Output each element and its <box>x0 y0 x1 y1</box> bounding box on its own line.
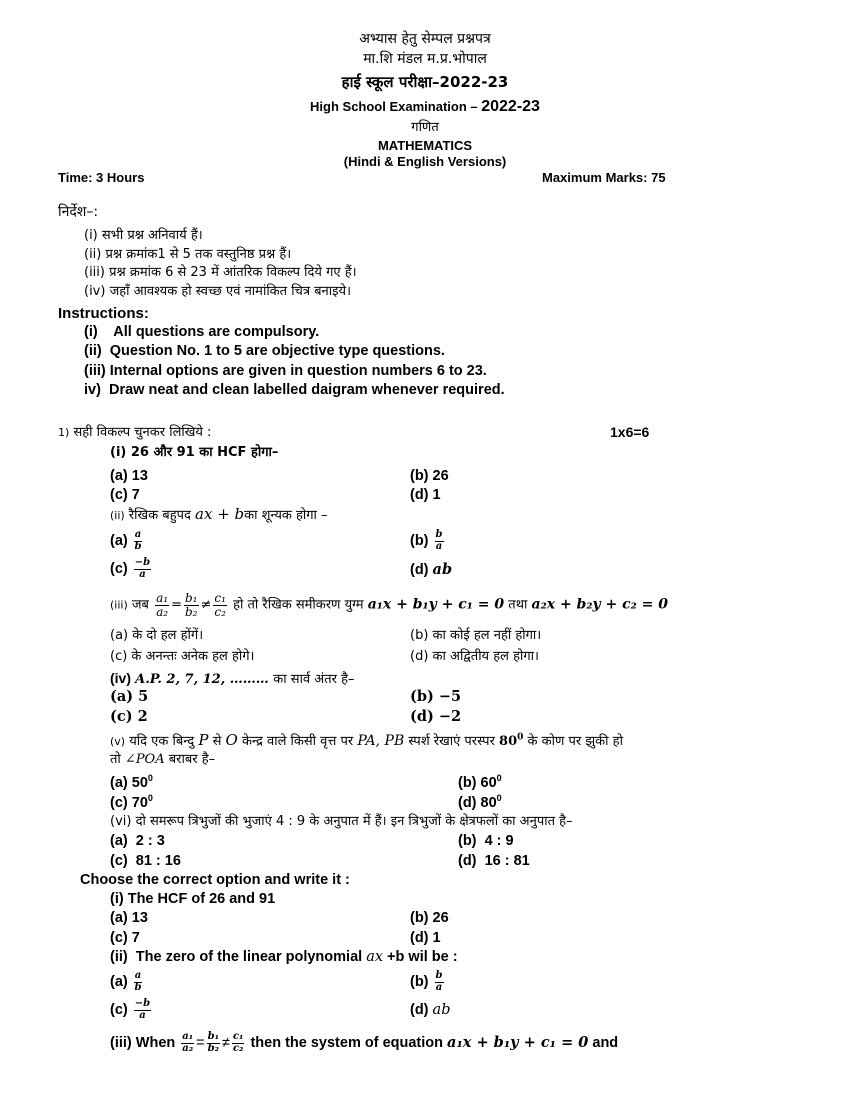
q-text: +b wil be : <box>383 949 458 965</box>
option-label: (a) <box>110 532 128 549</box>
denominator: b <box>134 981 142 993</box>
option-b: (b) 4 : 9 <box>458 833 514 849</box>
option-label: (a) <box>110 973 128 990</box>
degree: 0 <box>147 773 153 783</box>
english-question-title: Choose the correct option and write it : <box>80 872 350 888</box>
question-1-title <box>58 426 211 439</box>
hindi-q-iii <box>110 592 668 618</box>
option-label: (b) <box>410 532 429 549</box>
option-a: (a) 13 <box>110 468 148 484</box>
denominator: b <box>134 540 142 552</box>
exam-year: 2022-23 <box>481 98 540 115</box>
option-b: (b) 26 <box>410 468 449 484</box>
option-c: (c) 2 <box>110 708 148 725</box>
option-b <box>410 971 446 993</box>
numerator: b₁ <box>207 1031 219 1042</box>
option-c <box>110 999 153 1021</box>
option-d <box>410 1003 450 1018</box>
q-label: (ii) <box>110 509 125 522</box>
numerator: c₁ <box>214 591 226 605</box>
header-line-1: अभ्यास हेतु सेम्पल प्रश्नपत्र <box>359 31 491 47</box>
numerator: b <box>435 529 443 540</box>
numerator: −b <box>134 998 151 1009</box>
q-math: ∠POA <box>124 752 165 767</box>
instructions-english-title: Instructions: <box>58 305 149 322</box>
english-q-iii <box>110 1032 618 1054</box>
fraction <box>134 530 142 552</box>
q-label: (iii) When <box>110 1034 176 1051</box>
not-equal-sign: ≠ <box>221 1034 230 1051</box>
option-label: (c) <box>110 1001 128 1018</box>
option-text: (c) 70 <box>110 794 148 811</box>
not-equal-sign: ≠ <box>200 597 212 613</box>
hindi-q-v-line-2 <box>110 753 215 766</box>
q-text: रैखिक बहुपद <box>128 508 191 523</box>
q-math: PA, PB <box>357 733 405 749</box>
numerator: a₁ <box>182 1031 194 1042</box>
maximum-marks: Maximum Marks: 75 <box>542 170 666 185</box>
fraction <box>213 592 227 618</box>
equation-1: a₁x + b₁y + c₁ = 0 <box>447 1033 589 1051</box>
instruction-english-item: iv) Draw neat and clean labelled daigram whenever required. <box>84 382 505 398</box>
q-text: का शून्यक होगा – <box>244 508 328 523</box>
option-a <box>110 971 144 993</box>
fraction <box>435 971 444 993</box>
numerator: −b <box>134 557 151 568</box>
numerator: b <box>435 970 443 981</box>
hindi-q-v-line-1 <box>110 733 623 748</box>
english-q-ii <box>110 950 458 965</box>
denominator: c₂ <box>214 604 226 619</box>
q-text: स्पर्श रेखाएं परस्पर <box>408 734 495 749</box>
q-text: से <box>212 734 222 749</box>
fraction <box>184 592 199 618</box>
numerator: a <box>134 529 142 540</box>
denominator: a <box>139 568 146 580</box>
fraction <box>435 530 444 552</box>
q-text: then the system of equation <box>250 1034 444 1051</box>
option-a <box>110 530 144 552</box>
denominator: a <box>435 540 443 552</box>
versions-note: (Hindi & English Versions) <box>343 154 507 169</box>
q-math: A.P. 2, 7, 12, ……… <box>135 672 274 687</box>
q-text: जब <box>131 597 149 613</box>
q-text: and <box>592 1034 619 1051</box>
option-b <box>410 530 446 552</box>
q-text: का सार्व अंतर है– <box>273 672 355 687</box>
option-c <box>110 558 153 580</box>
header-line-3: हाई स्कूल परीक्षा–2022-23 <box>341 73 509 91</box>
q-math: 80 <box>499 734 518 749</box>
english-q-i: (i) The HCF of 26 and 91 <box>110 891 276 907</box>
fraction <box>207 1032 220 1054</box>
option-c: (c) 7 <box>110 930 140 946</box>
fraction <box>232 1032 244 1054</box>
instruction-hindi-item: (ii) प्रश्न क्रमांक1 से 5 तक वस्तुनिष्ठ प्रश्न हैं। <box>84 247 292 262</box>
numerator: a₁ <box>156 591 169 605</box>
time-allowed: Time: 3 Hours <box>58 170 145 185</box>
option-d: (d) 1 <box>410 487 441 503</box>
option-d <box>410 563 452 578</box>
denominator: c₂ <box>232 1042 244 1054</box>
subject-english: MATHEMATICS <box>377 138 473 153</box>
subject-hindi: गणित <box>411 120 439 135</box>
equals-sign: = <box>171 597 182 613</box>
option-b <box>458 774 502 790</box>
instruction-english-item: (iii) Internal options are given in question numbers 6 to 23. <box>84 363 487 379</box>
denominator: a <box>139 1009 146 1021</box>
degree: 0 <box>496 773 502 783</box>
option-label: (c) <box>110 560 128 577</box>
option-math: ab <box>432 1002 451 1018</box>
equation-2: a₂x + b₂y + c₂ = 0 <box>531 596 668 613</box>
option-b: (b) 26 <box>410 910 449 926</box>
question-instruction: सही विकल्प चुनकर लिखिये : <box>73 425 212 440</box>
denominator: a₂ <box>182 1042 194 1054</box>
q-text: के कोण पर झुकी हो <box>523 734 623 749</box>
option-d <box>458 794 502 810</box>
option-d: (d) 1 <box>410 930 441 946</box>
fraction <box>134 558 151 580</box>
instruction-english-item: (ii) Question No. 1 to 5 are objective type questions. <box>84 343 445 359</box>
fraction <box>134 999 151 1021</box>
q-text: तो <box>110 752 121 767</box>
numerator: c₁ <box>232 1031 244 1042</box>
option-math: ab <box>432 561 453 578</box>
equation-1: a₁x + b₁y + c₁ = 0 <box>367 596 505 613</box>
numerator: b₁ <box>185 591 198 605</box>
instructions-hindi-title: निर्देश–: <box>58 204 99 220</box>
q-math: P <box>198 731 209 749</box>
option-text: (a) 50 <box>110 774 148 791</box>
q-label: (v) <box>110 735 126 748</box>
option-b: (b) −5 <box>410 688 462 705</box>
question-number: 1) <box>58 426 70 439</box>
option-a: (a) 13 <box>110 910 148 926</box>
degree: 0 <box>147 793 153 803</box>
exam-label: High School Examination – <box>310 99 482 114</box>
q-label: (iv) <box>110 670 131 686</box>
instruction-hindi-item: (iii) प्रश्न क्रमांक 6 से 23 में आंतरिक विकल्प दिये गए हैं। <box>84 265 357 280</box>
instruction-english-item: (i) All questions are compulsory. <box>84 324 320 340</box>
equals-sign: = <box>196 1034 205 1051</box>
q-math: ax + b <box>195 505 245 523</box>
option-a: (a) 2 : 3 <box>110 833 165 849</box>
q-math: O <box>225 731 238 749</box>
option-c: (c) के अनन्तः अनेक हल होगे। <box>110 649 255 664</box>
hindi-q-iv <box>110 671 355 686</box>
denominator: b₂ <box>185 604 198 619</box>
header-line-4 <box>0 99 850 115</box>
option-c <box>110 794 153 810</box>
option-a <box>110 774 153 790</box>
q-math: ax <box>366 949 384 965</box>
degree: 0 <box>517 732 524 743</box>
hindi-q-ii <box>110 507 328 522</box>
option-text: (d) 80 <box>458 794 497 811</box>
option-a: (a) के दो हल होंगें। <box>110 628 204 643</box>
q-text: बराबर है– <box>168 752 216 767</box>
option-c: (c) 81 : 16 <box>110 853 181 869</box>
option-d: (d) −2 <box>410 708 462 725</box>
option-b: (b) का कोई हल नहीं होगा। <box>410 628 542 643</box>
option-d: (d) का अद्वितीय हल होगा। <box>410 649 539 664</box>
fraction <box>155 592 169 618</box>
numerator: a <box>134 970 142 981</box>
option-label: (d) <box>410 562 429 578</box>
header-line-2: मा.शि मंडल म.प्र.भोपाल <box>363 51 487 67</box>
denominator: b₂ <box>207 1042 219 1054</box>
instruction-hindi-item: (i) सभी प्रश्न अनिवार्य हैं। <box>84 228 203 243</box>
fraction <box>134 971 142 993</box>
q-text: तथा <box>508 597 528 613</box>
q-label: (iii) <box>110 598 128 612</box>
option-label: (d) <box>410 1002 429 1018</box>
q-text: यदि एक बिन्दु <box>129 734 195 749</box>
hindi-q-vi: (vi) दो समरूप त्रिभुजों की भुजाएं 4 : 9 के अनुपात में हैं। इन त्रिभुजों के क्षेत्रफलों का अनुपात है– <box>110 814 573 829</box>
q-text: (ii) The zero of the linear polynomial <box>110 949 367 965</box>
question-marks: 1x6=6 <box>610 424 650 440</box>
option-c: (c) 7 <box>110 487 140 503</box>
option-a: (a) 5 <box>110 688 149 705</box>
option-text: (b) 60 <box>458 774 497 791</box>
q-text: केन्द्र वाले किसी वृत्त पर <box>241 734 354 749</box>
denominator: a₂ <box>156 604 169 619</box>
option-label: (b) <box>410 973 429 990</box>
degree: 0 <box>496 793 502 803</box>
instruction-hindi-item: (iv) जहॉं आवश्यक हो स्वच्छ एवं नामांकित चित्र बनाइये। <box>84 284 351 299</box>
q-text: हो तो रैखिक समीकरण युग्म <box>233 597 364 613</box>
denominator: a <box>435 981 443 993</box>
hindi-q-i: (i) 26 और 91 का HCF होगा– <box>110 445 279 460</box>
option-d: (d) 16 : 81 <box>458 853 530 869</box>
fraction <box>181 1032 194 1054</box>
